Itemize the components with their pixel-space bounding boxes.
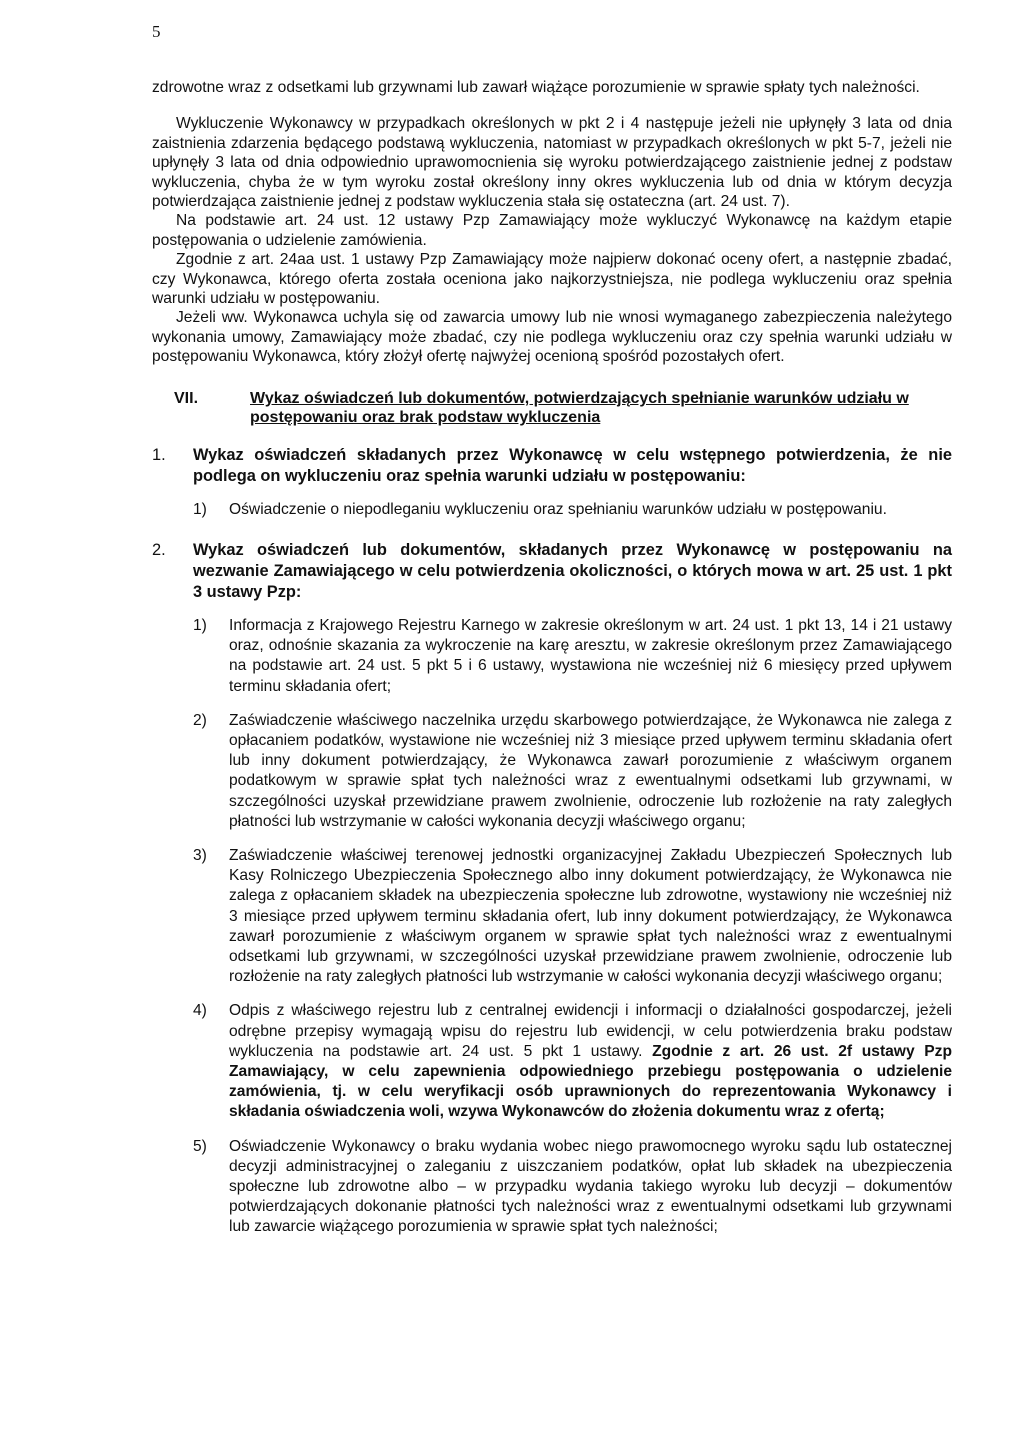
subitem-text: Informacja z Krajowego Rejestru Karnego w zakresie określonym w art. 24 ust. 1 pkt 13, 14 i 21 ustawy oraz, odnośnie skazania za wykroczenie na karę aresztu, w zakresie określonym przez Zamawiającego na podstawie art. 24 ust. 5 pkt 5 i 6 ustawy, wystawiona nie wcześniej niż 6 miesięcy przed upływem terminu składania ofert;: [229, 616, 952, 695]
paragraph-art-24-12: Na podstawie art. 24 ust. 12 ustawy Pzp Zamawiający może wykluczyć Wykonawcę na każdym etapie postępowania o udzielenie zamówienia.: [152, 212, 952, 249]
list-item-heading: Wykaz oświadczeń lub dokumentów, składanych przez Wykonawcę w postępowaniu na wezwanie Zamawiającego w celu potwierdzenia okoliczności, o których mowa w art. 25 ust. 1 pkt 3 ustawy Pzp:: [193, 540, 952, 601]
subitem-2-5: [193, 1137, 952, 1238]
list-item-1: [152, 445, 952, 487]
document-body: [152, 78, 952, 1238]
subitem-text: Oświadczenie o niepodleganiu wykluczeniu oraz spełnianiu warunków udziału w postępowaniu.: [229, 500, 887, 518]
subitem-number: 3): [193, 846, 207, 864]
list-item-2: [152, 540, 952, 603]
section-number: VII.: [174, 389, 199, 407]
subitem-2-1: [193, 616, 952, 697]
subitem-number: 5): [193, 1137, 207, 1155]
subitem-2-2: [193, 711, 952, 832]
list-item-heading: Wykaz oświadczeń składanych przez Wykonawcę w celu wstępnego potwierdzenia, że nie podlega on wykluczeniu oraz spełnia warunki udziału w postępowaniu:: [193, 445, 952, 485]
paragraph-art-24aa: Zgodnie z art. 24aa ust. 1 ustawy Pzp Zamawiający może najpierw dokonać oceny ofert, a następnie zbadać, czy Wykonawca, którego oferta została oceniona jako najkorzystniejsza, nie podlega wykluczeniu oraz spełnia warunki udziału w postępowaniu.: [152, 251, 952, 308]
subitem-bold-note: Zgodnie z art. 26 ust. 2f ustawy Pzp Zamawiający, w celu zapewnienia odpowiedniego przebiegu postępowania o udzielenie zamówienia, tj. w celu weryfikacji osób uprawnionych do reprezentowania Wykonawcy i składania oświadczenia woli, wzywa Wykonawców do złożenia dokumentu wraz z ofertą;: [229, 1042, 952, 1121]
subitem-text: Oświadczenie Wykonawcy o braku wydania wobec niego prawomocnego wyroku sądu lub ostatecznej decyzji administracyjnej o zaleganiu z uiszczaniem podatków, opłat lub składek na ubezpieczenia społeczne lub zdrowotne albo – w przypadku wydania takiego wyroku lub decyzji – dokumentów potwierdzających dokonanie płatności tych należności wraz z ewentualnymi odsetkami lub grzywnami lub zawarcie wiążącego porozumienia w sprawie spłat tych należności;: [229, 1137, 952, 1236]
list-item-number: 2.: [152, 540, 166, 559]
subitem-text: Zaświadczenie właściwej terenowej jednostki organizacyjnej Zakładu Ubezpieczeń Społecznych lub Kasy Rolniczego Ubezpieczenia Społecznego albo inny dokument potwierdzający, że Wykonawca nie zalega z opłacaniem składek na ubezpieczenia społeczne lub zdrowotne, wystawiony nie wcześniej niż 3 miesiące przed upływem terminu składania ofert, lub inny dokument potwierdzający, że Wykonawca zawarł porozumienie z właściwym organem w sprawie spłat tych należności wraz z ewentualnymi odsetkami lub grzywnami, w szczególności uzyskał przewidziane prawem zwolnienie, odroczenie lub rozłożenie na raty zaległych płatności lub wstrzymanie w całości wykonania decyzji właściwego organu;: [229, 846, 952, 986]
section-title: Wykaz oświadczeń lub dokumentów, potwierdzających spełnianie warunków udziału w postępowaniu oraz brak podstaw wykluczenia: [250, 389, 909, 426]
subitem-text: Zaświadczenie właściwego naczelnika urzędu skarbowego potwierdzające, że Wykonawca nie zalega z opłacaniem podatków, wystawione nie wcześniej niż 3 miesiące przed upływem terminu składania ofert lub inny dokument potwierdzający, że Wykonawca zawarł porozumienie z właściwym organem podatkowym w sprawie spłat tych należności wraz z ewentualnymi odsetkami lub grzywnami, w szczególności uzyskał przewidziane prawem zwolnienie, odroczenie lub rozłożenie na raty zaległych płatności lub wstrzymanie w całości wykonania decyzji właściwego organu;: [229, 711, 952, 830]
subitem-number: 4): [193, 1002, 207, 1020]
subitem-text: Odpis z właściwego rejestru lub z centralnej ewidencji i informacji o działalności gospodarczej, jeżeli odrębne przepisy wymagają wpisu do rejestru lub ewidencji, w celu potwierdzenia braku podstaw wykluczenia na podstawie art. 24 ust. 5 pkt 1 ustawy.: [229, 1002, 952, 1060]
subitem-number: 1): [193, 616, 207, 634]
page-number: 5: [152, 22, 161, 41]
paragraph-exclusion-periods: Wykluczenie Wykonawcy w przypadkach określonych w pkt 2 i 4 następuje jeżeli nie upłynęły 3 lata od dnia zaistnienia zdarzenia będącego podstawą wykluczenia, natomiast w przypadkach określonych w pkt 5-7, jeżeli nie upłynęły 3 lata od dnia odpowiednio uprawomocnienia się wyroku potwierdzającego zaistnienie jednej z podstaw wykluczenia, chyba że w tym wyroku został określony inny okres wykluczenia lub od dnia w którym decyzja potwierdzająca zaistnienie jednej z podstaw wykluczenia stała się ostateczna (art. 24 ust. 7).: [152, 115, 952, 211]
paragraph-contract-refusal: Jeżeli ww. Wykonawca uchyla się od zawarcia umowy lub nie wnosi wymaganego zabezpieczenia należytego wykonania umowy, Zamawiający może zbadać, czy nie podlega wykluczeniu oraz czy spełnia warunki udziału w postępowaniu Wykonawca, który złożył ofertę najwyżej ocenioną spośród pozostałych ofert.: [152, 309, 952, 366]
subitem-2-4: [193, 1001, 952, 1122]
subitem-text-wrapper: [229, 1001, 952, 1122]
subitem-1-1: [193, 500, 952, 520]
subitem-number: 2): [193, 711, 207, 729]
list-item-number: 1.: [152, 445, 166, 464]
section-heading: [152, 389, 952, 427]
subitem-2-3: [193, 846, 952, 987]
intro-continuation: zdrowotne wraz z odsetkami lub grzywnami lub zawarł wiążące porozumienie w sprawie spłaty tych należności.: [152, 79, 920, 96]
subitem-number: 1): [193, 500, 207, 518]
